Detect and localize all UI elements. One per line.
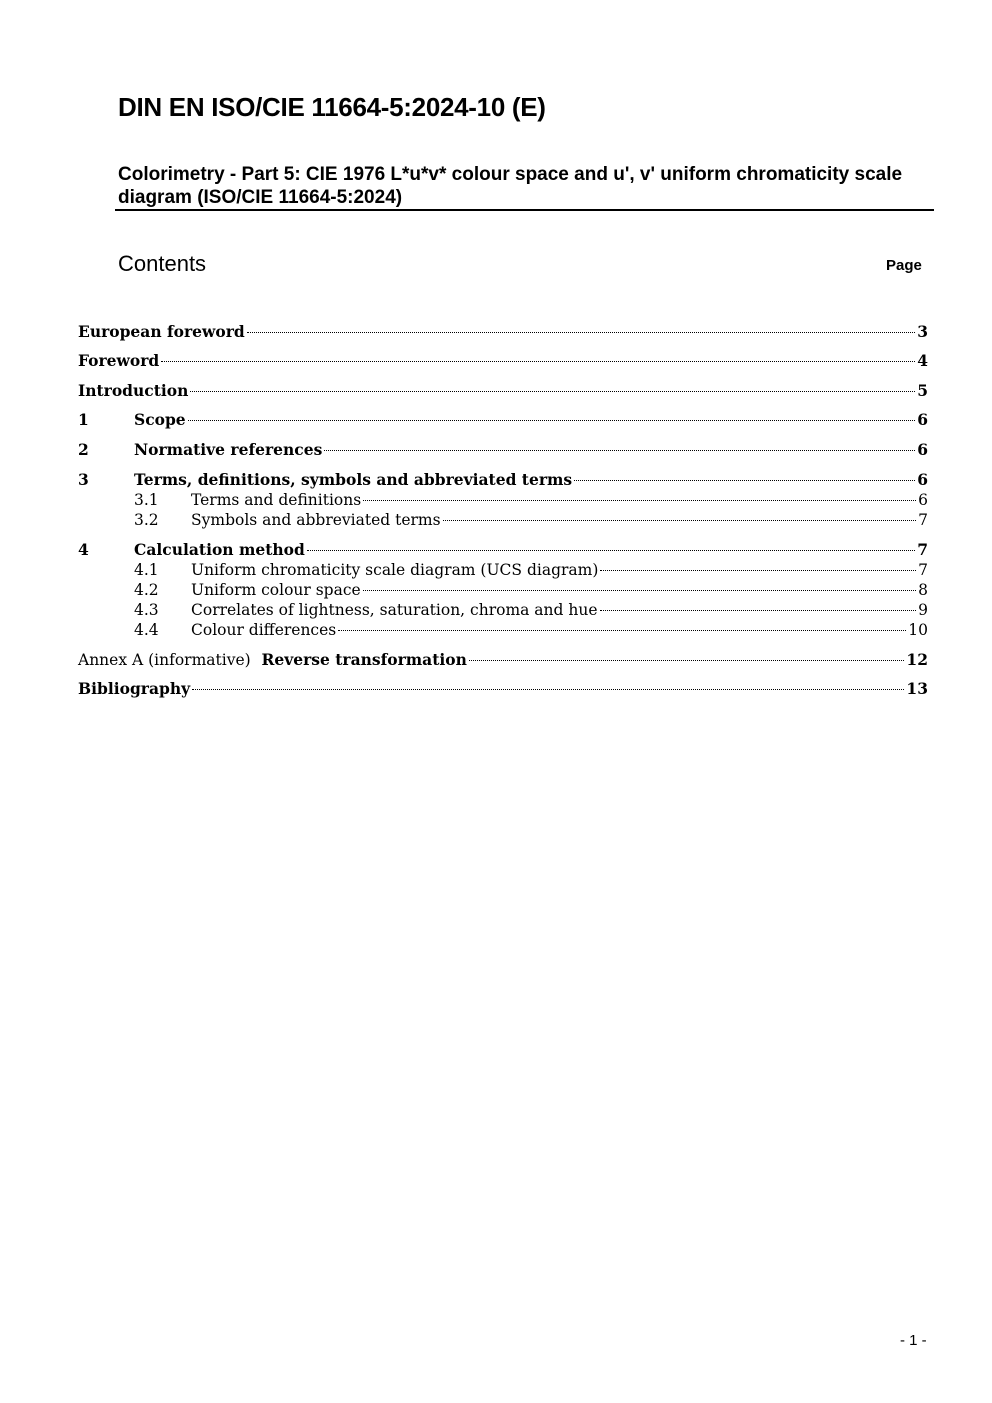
toc-entry-page: 13 [906, 679, 928, 698]
toc-entry-text: Scope [134, 410, 186, 429]
document-subtitle: Colorimetry - Part 5: CIE 1976 L*u*v* colour space and u', v' uniform chromaticity scale diagram (ISO/CIE 11664-5:2024) [118, 164, 903, 208]
toc-entry-normative-references[interactable] [78, 440, 928, 460]
toc-entry-text: Correlates of lightness, saturation, chroma and hue [191, 601, 598, 619]
toc-entry-calculation-method[interactable] [78, 540, 928, 560]
toc-leader-dots [600, 570, 916, 571]
toc-entry-text: Annex A (informative) Reverse transformation [78, 650, 467, 669]
toc-entry-page: 6 [917, 440, 928, 459]
toc-entry-number: 4.3 [134, 601, 159, 619]
toc-entry-text: Introduction [78, 381, 189, 400]
toc-entry-page: 3 [917, 322, 928, 341]
toc-entry-foreword[interactable] [78, 351, 928, 371]
toc-entry-number: 1 [78, 410, 89, 429]
toc-entry-text: Calculation method [134, 540, 305, 559]
document-title: DIN EN ISO/CIE 11664-5:2024-10 (E) [118, 92, 546, 122]
toc-entry-terms-and-definitions[interactable] [78, 490, 928, 510]
toc-entry-bibliography[interactable] [78, 679, 928, 699]
toc-entry-number: 4.2 [134, 581, 159, 599]
toc-entry-text: Bibliography [78, 679, 191, 698]
toc-entry-page: 6 [918, 491, 928, 509]
toc-leader-dots [190, 391, 915, 392]
toc-entry-page: 7 [918, 511, 928, 529]
toc-leader-dots [307, 550, 915, 551]
toc-leader-dots [192, 689, 904, 690]
toc-leader-dots [247, 332, 915, 333]
toc-leader-dots [324, 450, 915, 451]
toc-entry-uniform-colour-space[interactable] [78, 580, 928, 600]
toc-entry-page: 4 [917, 351, 928, 370]
toc-entry-text: European foreword [78, 322, 245, 341]
toc-entry-page: 9 [918, 601, 928, 619]
page-number: - 1 - [900, 1332, 927, 1349]
contents-heading: Contents [118, 251, 207, 276]
toc-entry-page: 7 [917, 540, 928, 559]
toc-leader-dots [161, 361, 915, 362]
toc-entry-number: 3.2 [134, 511, 159, 529]
toc-entry-colour-differences[interactable] [78, 620, 928, 640]
toc-entry-text: Symbols and abbreviated terms [191, 511, 441, 529]
toc-leader-dots [338, 630, 906, 631]
page-column-heading: Page [886, 257, 922, 274]
toc-entry-page: 5 [917, 381, 928, 400]
toc-entry-annex-a[interactable] [78, 650, 928, 670]
toc-entry-page: 8 [918, 581, 928, 599]
toc-entry-number: 2 [78, 440, 89, 459]
toc-entry-text: Normative references [134, 440, 323, 459]
toc-entry-symbols-abbreviated-terms[interactable] [78, 510, 928, 530]
toc-entry-text: Foreword [78, 351, 160, 370]
toc-entry-text: Uniform colour space [191, 581, 361, 599]
toc-entry-scope[interactable] [78, 410, 928, 430]
toc-leader-dots [574, 480, 915, 481]
toc-entry-page: 10 [908, 621, 928, 639]
toc-entry-ucs-diagram[interactable] [78, 560, 928, 580]
toc-entry-european-foreword[interactable] [78, 322, 928, 342]
toc-entry-number: 4 [78, 540, 89, 559]
toc-entry-number: 4.1 [134, 561, 159, 579]
toc-entry-introduction[interactable] [78, 381, 928, 401]
toc-leader-dots [363, 500, 916, 501]
toc-leader-dots [443, 520, 917, 521]
toc-entry-text: Terms and definitions [191, 491, 362, 509]
toc-entry-number: 3.1 [134, 491, 159, 509]
toc-leader-dots [469, 660, 905, 661]
toc-entry-page: 7 [918, 561, 928, 579]
title-divider [115, 209, 934, 211]
toc-entry-page: 6 [917, 470, 928, 489]
toc-entry-correlates[interactable] [78, 600, 928, 620]
toc-entry-text: Uniform chromaticity scale diagram (UCS diagram) [191, 561, 599, 579]
toc-entry-text: Colour differences [191, 621, 337, 639]
toc-leader-dots [363, 590, 916, 591]
toc-leader-dots [600, 610, 917, 611]
toc-entry-number: 4.4 [134, 621, 159, 639]
toc-entry-terms-definitions[interactable] [78, 470, 928, 490]
toc-entry-page: 6 [917, 410, 928, 429]
toc-entry-number: 3 [78, 470, 89, 489]
toc-leader-dots [188, 420, 916, 421]
toc-entry-text: Terms, definitions, symbols and abbreviated terms [134, 470, 573, 489]
toc-entry-page: 12 [906, 650, 928, 669]
